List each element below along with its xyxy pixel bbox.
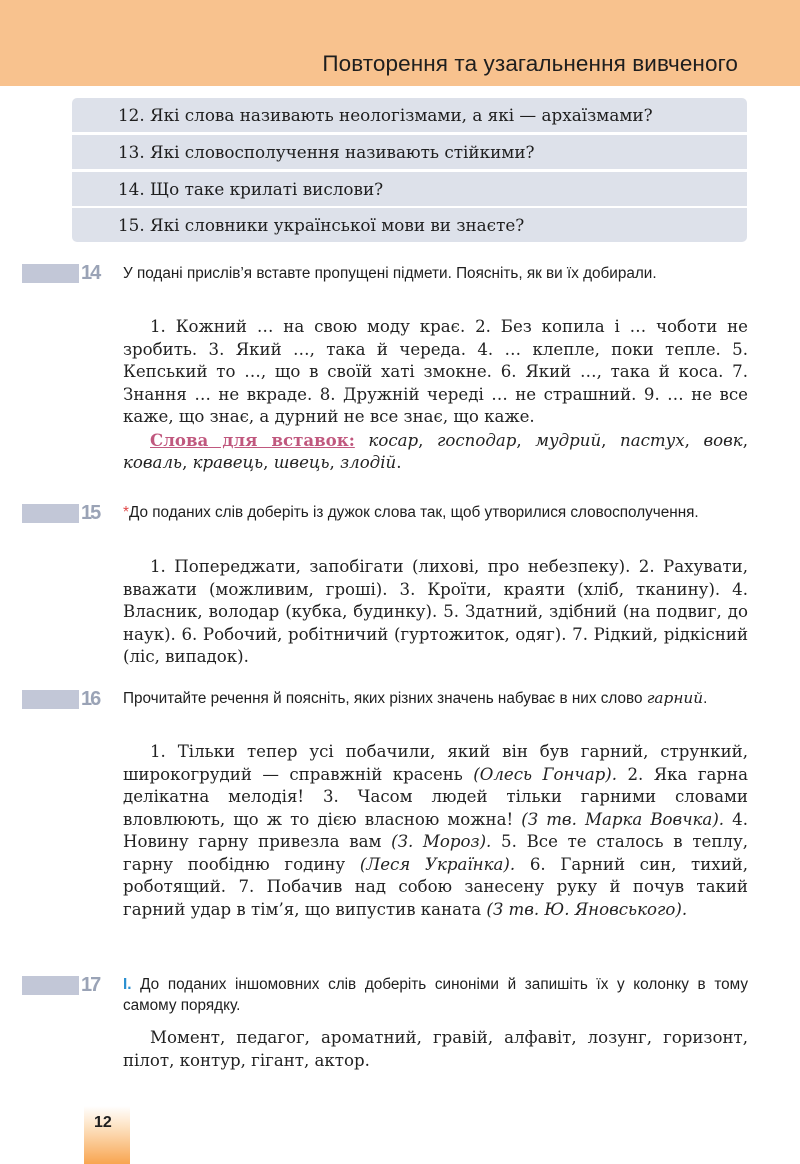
source-citation: (З тв. Ю. Яновського). <box>486 899 688 919</box>
exercise-marker-bar <box>22 264 79 283</box>
review-questions-box <box>72 98 747 242</box>
sentence-text: 1. Тільки тепер усі побачили, який він був гарний, стрункий, широкогрудий — справжній красень <box>123 742 748 784</box>
difficulty-star: * <box>123 504 129 521</box>
insert-word: вовк <box>703 430 743 450</box>
source-citation: (Олесь Гончар). <box>473 764 617 784</box>
exercise-number: 15 <box>81 502 100 524</box>
question-row <box>72 172 747 206</box>
question-text: 13. Які словосполучення називають стійкими? <box>118 142 535 162</box>
exercise-16-body <box>123 741 748 921</box>
source-citation: (Леся Українка). <box>359 854 516 874</box>
exercise-17-text: Момент, педагог, ароматний, гравій, алфавіт, лозунг, горизонт, пілот, контур, гігант, актор. <box>123 1028 748 1070</box>
insert-word: пастух <box>620 430 685 450</box>
insert-words-label: Слова для вставок: <box>150 429 355 450</box>
question-text: 12. Які слова називають неологізмами, а які — архаїзмами? <box>118 105 653 125</box>
insert-word-separator: , <box>418 430 437 450</box>
question-text: 15. Які словники української мови ви знаєте? <box>118 215 525 235</box>
insert-word-separator: , <box>263 453 274 472</box>
insert-word: мудрий <box>535 430 602 450</box>
exercise-number: 14 <box>81 262 100 284</box>
exercise-15-task <box>123 502 748 523</box>
exercise-14-text: 1. Кожний … на свою моду крає. 2. Без копила і … чоботи не зробить. 3. Який …, така й череда. 4. … клепле, поки тепле. 5. Кепський то …, що в своїй хаті змокне. 6. Який …, така й коса. 7. Знання … не вкраде. 8. Дружній череді … не страшний. 9. … не все каже, що знає, а дурний не все знає, що каже. <box>123 317 748 426</box>
exercise-15-body <box>123 556 748 669</box>
task-part-marker: І. <box>123 976 132 993</box>
insert-word: коваль <box>123 453 183 472</box>
insert-word-separator: , <box>684 430 704 450</box>
exercise-marker-bar <box>22 976 79 995</box>
exercise-14-task: У подані прислів’я вставте пропущені підмети. Поясніть, як ви їх добирали. <box>123 265 657 282</box>
question-row <box>72 135 747 169</box>
exercise-16-task-end: . <box>703 690 708 707</box>
insert-word-separator: , <box>601 430 621 450</box>
exercise-number: 16 <box>81 688 100 710</box>
insert-word: господар <box>437 430 517 450</box>
source-citation: (З тв. Марка Вовчка). <box>521 809 725 829</box>
page-number-tab <box>84 1106 130 1164</box>
exercise-17-task-text: До поданих іншомовних слів доберіть синоніми й запишіть їх у колонку в тому самому порядку. <box>123 976 748 1014</box>
exercise-17-body <box>123 1027 748 1072</box>
insert-word: злодій <box>340 453 397 472</box>
exercise-16-task-text: Прочитайте речення й поясніть, яких різних значень набуває в них слово <box>123 690 647 707</box>
exercise-marker-bar <box>22 504 79 523</box>
exercise-marker-bar <box>22 690 79 709</box>
sentence-text: 2. Яка гарна делікатна мелодія! 3. Часом людей тільки гарними словами вловлюють, що ж то дією власною можна! <box>123 764 748 829</box>
insert-word-separator: , <box>742 430 748 450</box>
source-citation: (З. Мороз). <box>391 832 492 851</box>
question-row <box>72 208 747 242</box>
page-header <box>0 0 800 86</box>
insert-word: швець <box>273 453 330 472</box>
insert-word-separator: , <box>329 453 341 472</box>
exercise-16-key-word: гарний <box>646 689 704 707</box>
question-text: 14. Що таке крилаті вислови? <box>118 179 384 199</box>
insert-word: косар <box>368 430 419 450</box>
insert-word-separator: , <box>182 453 193 472</box>
question-row <box>72 98 747 132</box>
insert-word-separator: , <box>516 430 536 450</box>
insert-word-separator: . <box>396 453 402 472</box>
exercise-number: 17 <box>81 974 100 996</box>
exercise-16-text <box>123 741 748 921</box>
sentence-text: 6. Гарний син, тихий, роботящий. 7. Побачив над собою занесену руку й почув такий гарний удар в тім’я, що випустив каната <box>123 854 749 919</box>
section-title: Повторення та узагальнення вивченого <box>322 51 738 76</box>
sentence-text: 4. Новину гарну привезла вам <box>123 809 749 851</box>
exercise-15-text: 1. Попереджати, запобігати (лихові, про небезпеку). 2. Рахувати, вважати (можливим, гроші). 3. Кроїти, краяти (хліб, тканину). 4. Власник, володар (кубка, будинку). 5. Здатний, здібний (на подвиг, до наук). 6. Робочий, робітничий (гуртожиток, одяг). 7. Рідкий, рідкісний (ліс, випадок). <box>123 557 748 666</box>
exercise-17-task <box>123 974 748 1016</box>
exercise-16-task <box>123 688 748 709</box>
exercise-15-task-text: До поданих слів доберіть із дужок слова так, щоб утворилися словосполучення. <box>128 504 699 521</box>
sentence-text: 5. Все те сталось в теплу, гарну пообідню годину <box>123 832 748 874</box>
page-number: 12 <box>94 1114 112 1131</box>
insert-words-line <box>123 429 748 475</box>
insert-word: кравець <box>192 453 264 472</box>
exercise-14-body <box>123 316 748 475</box>
